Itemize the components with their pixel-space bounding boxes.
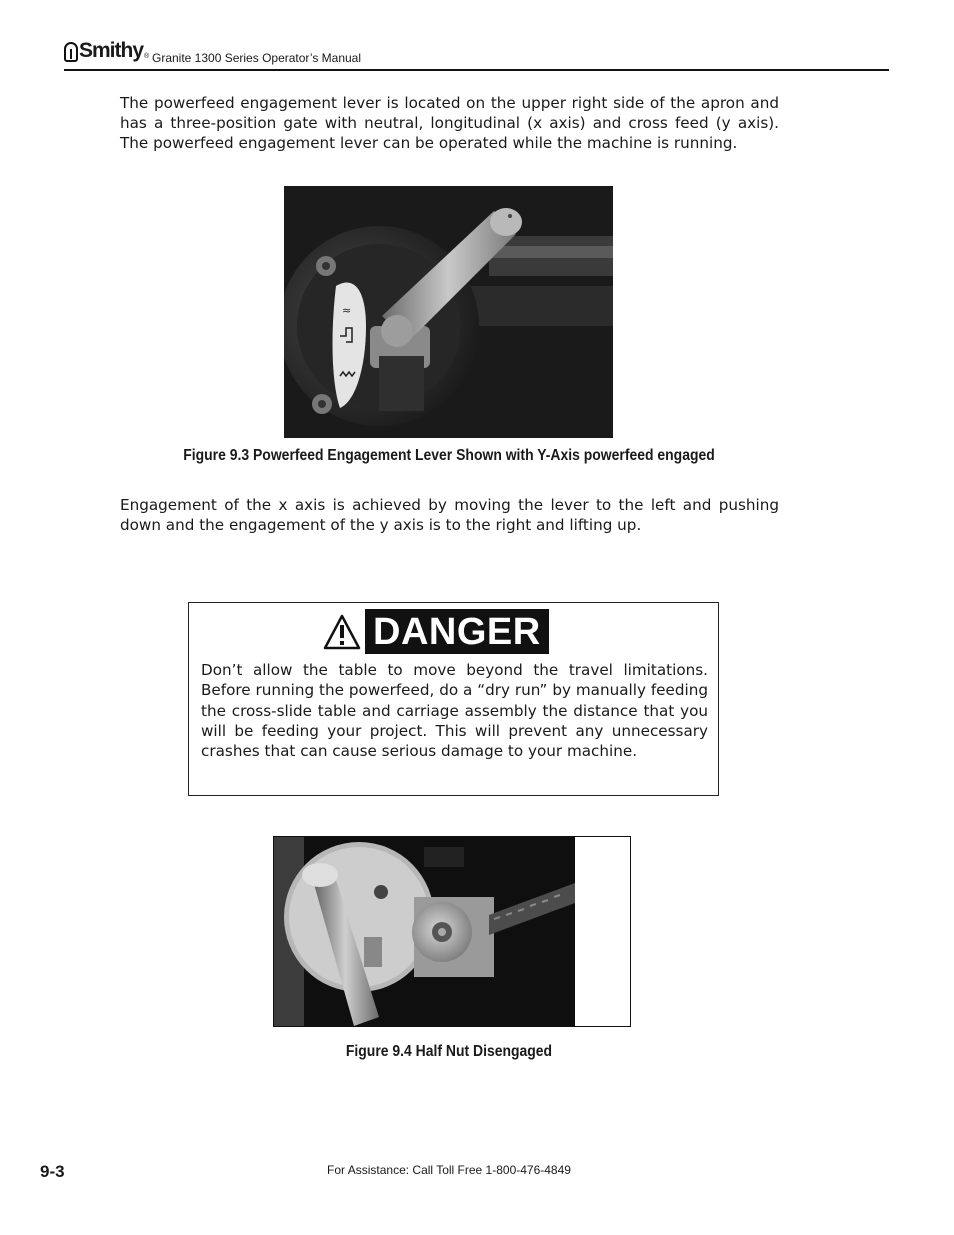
- registered-mark: ®: [144, 53, 150, 60]
- figure-9-4-caption: Figure 9.4 Half Nut Disengaged: [345, 1043, 553, 1060]
- engagement-paragraph: Engagement of the x axis is achieved by moving the lever to the left and pushing down and the engagement of the y axis is to the right and lifting up.: [120, 496, 779, 534]
- manual-title: Granite 1300 Series Operator’s Manual: [152, 51, 362, 65]
- danger-label: DANGER: [365, 609, 549, 654]
- powerfeed-lever-photo: [284, 186, 613, 438]
- danger-heading: [323, 609, 549, 654]
- assistance-line: For Assistance: Call Toll Free 1-800-476-4849: [327, 1163, 571, 1177]
- figure-9-3-photo: [284, 186, 613, 438]
- page-header: [64, 40, 889, 71]
- logo-brand-text: Smithy: [79, 39, 144, 62]
- figure-9-4-photo: [273, 836, 631, 1027]
- warning-triangle-icon: [323, 614, 361, 650]
- danger-notice: [188, 602, 719, 796]
- smithy-logo-icon: [64, 42, 78, 62]
- danger-text: Don’t allow the table to move beyond the travel limitations. Before running the powerfeed, do a “dry run” by manually feeding the cross-slide table and carriage assembly the distance that you will be feeding your project. This will prevent any unnecessary crashes that can cause serious damage to your machine.: [201, 661, 708, 761]
- half-nut-photo: [274, 837, 630, 1026]
- page-number: 9-3: [40, 1162, 65, 1181]
- figure-9-3-caption: Figure 9.3 Powerfeed Engagement Lever Shown with Y-Axis powerfeed engaged: [183, 447, 715, 464]
- intro-paragraph: The powerfeed engagement lever is located on the upper right side of the apron and has a three-position gate with neutral, longitudinal (x axis) and cross feed (y axis). The powerfeed engagement lever can be operated while the machine is running.: [120, 94, 779, 152]
- svg-text:≈: ≈: [342, 304, 352, 317]
- smithy-logo: [64, 40, 149, 62]
